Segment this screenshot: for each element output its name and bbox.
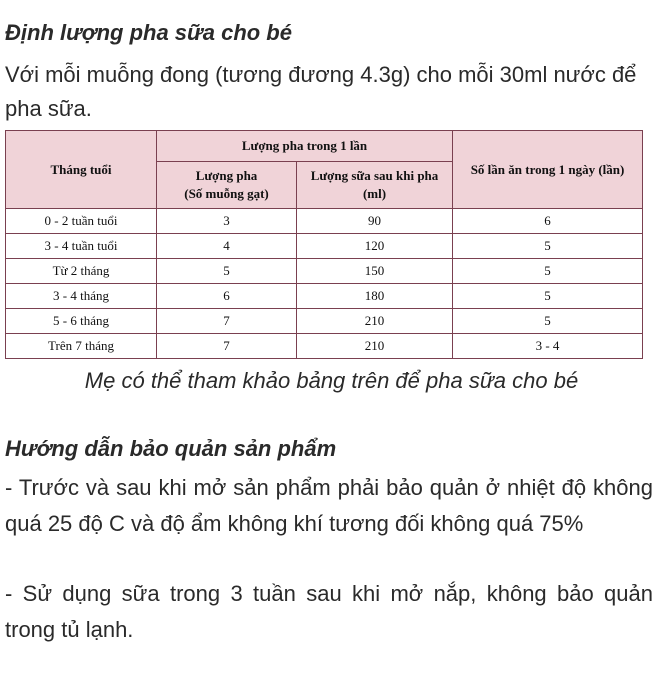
header-month: Tháng tuổi [6, 131, 157, 209]
header-ml-line1: Lượng sữa sau khi pha [310, 168, 439, 183]
cell-scoops: 7 [157, 334, 297, 359]
header-group: Lượng pha trong 1 lần [157, 131, 453, 162]
cell-ml: 90 [297, 209, 453, 234]
section-title: Định lượng pha sữa cho bé [5, 20, 292, 45]
dosage-table [5, 130, 643, 359]
cell-ml: 120 [297, 234, 453, 259]
table-row [6, 259, 643, 284]
cell-ml: 210 [297, 334, 453, 359]
storage-paragraph-1: - Trước và sau khi mở sản phẩm phải bảo quản ở nhiệt độ không quá 25 độ C và độ ẩm không khí tương đối không quá 75% [5, 475, 653, 536]
cell-scoops: 4 [157, 234, 297, 259]
cell-feeds: 5 [453, 234, 643, 259]
table-row [6, 209, 643, 234]
table-row [6, 284, 643, 309]
table-row [6, 309, 643, 334]
dosage-table-container [5, 130, 642, 359]
storage-title: Hướng dẫn bảo quản sản phẩm [5, 436, 337, 461]
cell-month: 3 - 4 tuần tuổi [6, 234, 157, 259]
storage-paragraph-2: - Sử dụng sữa trong 3 tuần sau khi mở nắp, không bảo quản trong tủ lạnh. [5, 581, 653, 642]
cell-month: 5 - 6 tháng [6, 309, 157, 334]
header-ml [297, 162, 453, 209]
header-scoops-line2: (Số muỗng gạt) [184, 186, 269, 201]
cell-scoops: 7 [157, 309, 297, 334]
cell-feeds: 5 [453, 309, 643, 334]
header-scoops-line1: Lượng pha [195, 168, 258, 183]
table-row [6, 234, 643, 259]
table-caption: Mẹ có thể tham khảo bảng trên để pha sữa cho bé [84, 368, 579, 393]
cell-month: Từ 2 tháng [6, 259, 157, 284]
cell-scoops: 3 [157, 209, 297, 234]
header-feeds: Số lần ăn trong 1 ngày (lần) [453, 131, 643, 209]
intro-paragraph: Với mỗi muỗng đong (tương đương 4.3g) cho mỗi 30ml nước để pha sữa. [5, 62, 637, 121]
table-row [6, 334, 643, 359]
cell-ml: 180 [297, 284, 453, 309]
cell-scoops: 5 [157, 259, 297, 284]
header-scoops [157, 162, 297, 209]
cell-month: 3 - 4 tháng [6, 284, 157, 309]
header-ml-line2: (ml) [362, 186, 387, 201]
cell-month: Trên 7 tháng [6, 334, 157, 359]
cell-scoops: 6 [157, 284, 297, 309]
cell-feeds: 3 - 4 [453, 334, 643, 359]
cell-feeds: 6 [453, 209, 643, 234]
cell-feeds: 5 [453, 284, 643, 309]
cell-ml: 210 [297, 309, 453, 334]
cell-feeds: 5 [453, 259, 643, 284]
cell-month: 0 - 2 tuần tuổi [6, 209, 157, 234]
cell-ml: 150 [297, 259, 453, 284]
